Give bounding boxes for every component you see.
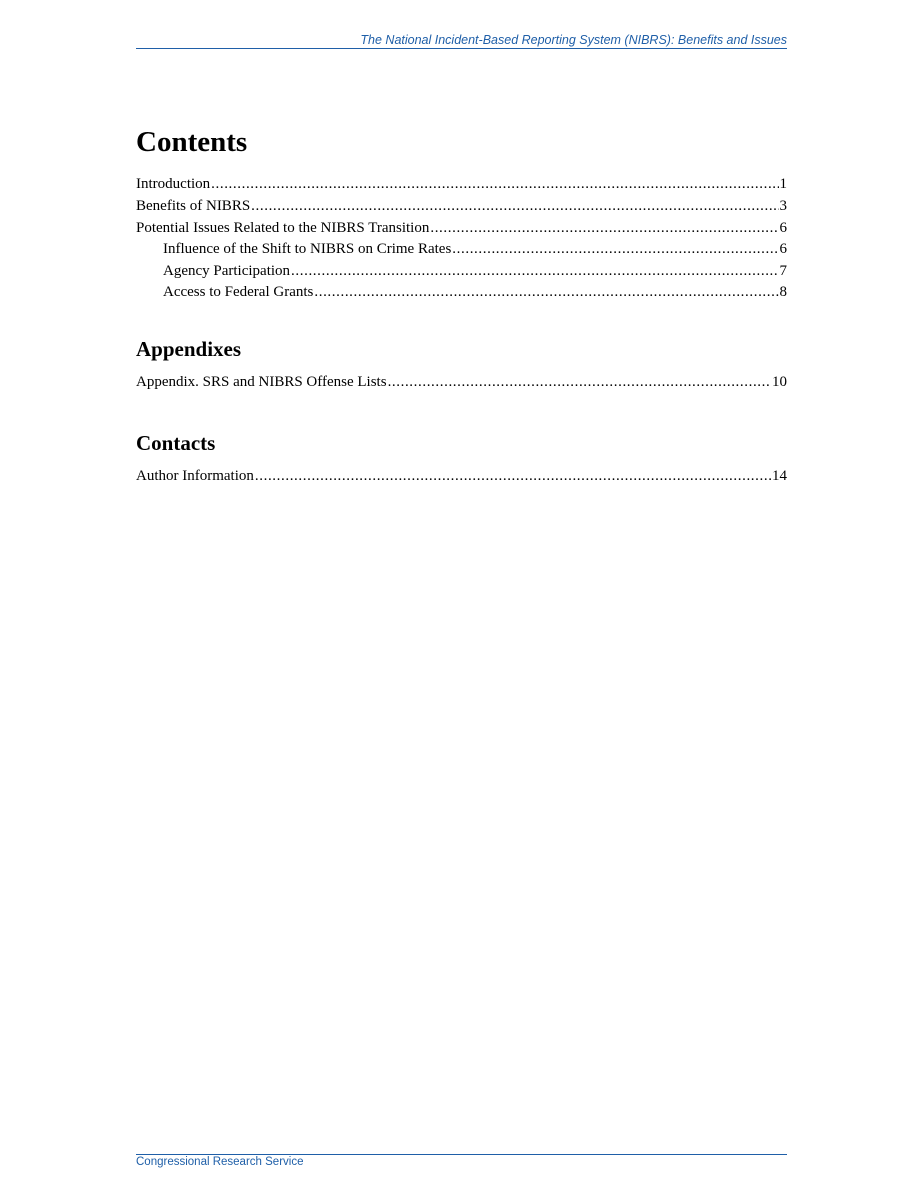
toc-entry-page: 3 (779, 198, 787, 214)
toc-entry-page: 6 (779, 220, 787, 236)
toc-leader-dots (211, 173, 778, 195)
toc-entry-title: Influence of the Shift to NIBRS on Crime Rates (163, 241, 452, 257)
toc-entry-page: 6 (779, 241, 787, 257)
toc-entry-page: 8 (779, 284, 787, 300)
toc-entry-title: Appendix. SRS and NIBRS Offense Lists (136, 374, 387, 390)
toc-leader-dots (251, 195, 778, 217)
toc-entry-page: 1 (779, 176, 787, 192)
contents-toc-list (136, 173, 787, 304)
toc-entry-page: 10 (772, 374, 787, 390)
toc-entry-author-information[interactable] (136, 465, 787, 487)
toc-entry-introduction[interactable] (136, 173, 787, 195)
contents-heading: Contents (136, 126, 248, 158)
running-header: The National Incident-Based Reporting System (NIBRS): Benefits and Issues (360, 33, 787, 47)
toc-entry-appendix-offense-lists[interactable] (136, 371, 787, 393)
toc-entry-agency-participation[interactable] (136, 261, 787, 283)
toc-entry-benefits-of-nibrs[interactable] (136, 195, 787, 217)
toc-entry-title: Introduction (136, 176, 211, 192)
toc-leader-dots (430, 217, 778, 239)
toc-entry-title: Author Information (136, 468, 254, 484)
header-rule (136, 48, 787, 49)
toc-leader-dots (291, 261, 778, 283)
toc-entry-influence-of-shift[interactable] (136, 239, 787, 261)
toc-entry-page: 14 (772, 468, 787, 484)
contacts-heading: Contacts (136, 431, 216, 455)
toc-leader-dots (388, 371, 771, 393)
contacts-toc-list (136, 465, 787, 487)
toc-entry-title: Potential Issues Related to the NIBRS Transition (136, 220, 430, 236)
toc-entry-page: 7 (779, 262, 787, 279)
toc-leader-dots (314, 282, 778, 304)
toc-leader-dots (255, 465, 771, 487)
toc-entry-title: Access to Federal Grants (163, 284, 314, 300)
appendixes-toc-list (136, 371, 787, 393)
appendixes-heading: Appendixes (136, 337, 242, 361)
running-footer: Congressional Research Service (136, 1156, 304, 1168)
toc-entry-title: Benefits of NIBRS (136, 198, 251, 214)
toc-entry-title: Agency Participation (163, 262, 291, 279)
toc-entry-potential-issues[interactable] (136, 217, 787, 239)
toc-entry-access-to-federal-grants[interactable] (136, 282, 787, 304)
toc-leader-dots (452, 239, 778, 261)
